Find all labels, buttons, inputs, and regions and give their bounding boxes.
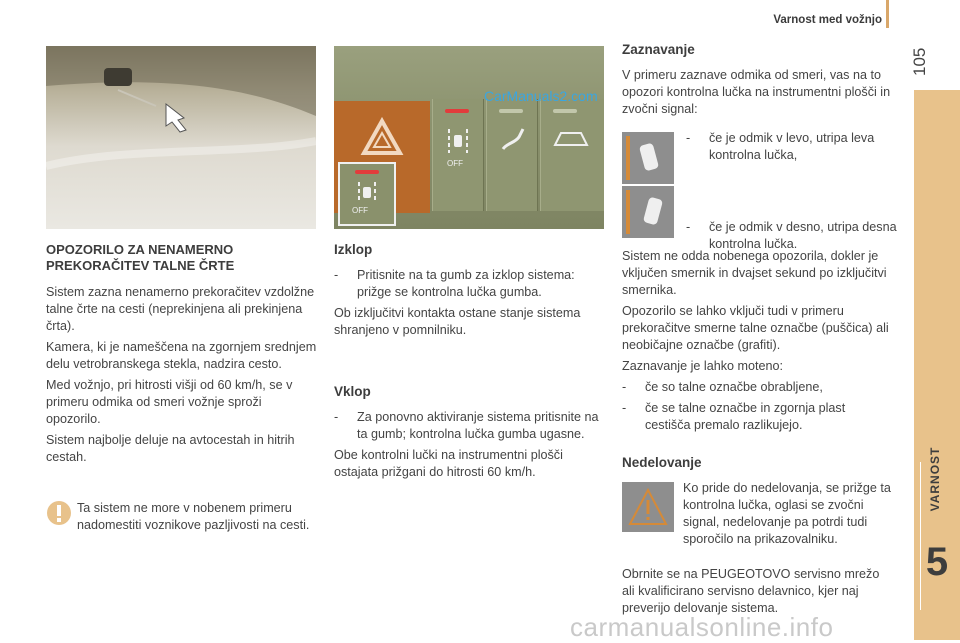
button-panel-image	[334, 46, 604, 229]
header-divider	[886, 0, 889, 28]
vklop-heading: Vklop	[334, 384, 371, 399]
list-item: - Pritisnite na ta gumb za izklop sistema: prižge se kontrolna lučka gumba.	[334, 268, 575, 299]
list-item-text: če je odmik v desno, utripa desna kontrolna lučka.	[709, 220, 897, 251]
paragraph: Med vožnjo, pri hitrosti višji od 60 km/h, se v primeru odmika od smeri vožnje sproži opozorilo.	[46, 378, 293, 426]
caution-icon	[46, 500, 72, 526]
list-item: - če so talne označbe obrabljene,	[622, 380, 823, 394]
note-text: Ta sistem ne more v nobenem primeru nadomestiti voznikove pazljivosti na cesti.	[77, 501, 310, 532]
izklop-heading: Izklop	[334, 242, 373, 257]
vehicle-button	[540, 99, 604, 211]
left-lane-warning-image	[622, 132, 674, 184]
button-off-label: OFF	[447, 159, 463, 168]
car-right-icon	[632, 190, 672, 234]
watermark-text: CarManuals2.com	[484, 88, 598, 104]
button-led	[445, 109, 469, 113]
chapter-divider	[920, 462, 921, 610]
list-item-text: če se talne označbe in zgornja plast cestišča premalo razlikujejo.	[645, 401, 846, 432]
running-header: Varnost med vožnjo	[773, 14, 882, 26]
chapter-tab	[914, 90, 960, 640]
right-stripe	[626, 190, 630, 234]
bottom-watermark: carmanualsonline.info	[570, 612, 834, 642]
nedelovanje-text: Ko pride do nedelovanja, se prižge ta kontrolna lučka, oglasi se zvočni signal, nedelovanje pa potrdi tudi sporočilo na prikazovalniku.	[683, 481, 891, 546]
paragraph: Obe kontrolni lučki na instrumentni plošči ostajata prižgani do hitrosti 60 km/h.	[334, 448, 563, 479]
paragraph: Sistem zazna nenamerno prekoračitev vzdolžne talne črte na cesti (neprekinjena ali prekinjena črta).	[46, 285, 315, 333]
fault-warning-image	[622, 482, 674, 532]
seat-button	[486, 99, 538, 211]
button-led	[499, 109, 523, 113]
paragraph: V primeru zaznave odmika od smeri, vas na to opozori kontrolna lučka na instrumentni plošči in zvočni signal:	[622, 68, 891, 116]
chapter-label: VARNOST	[928, 446, 942, 512]
column-3-body	[622, 248, 894, 434]
warning-triangle-icon	[622, 482, 674, 532]
paragraph: Opozorilo se lahko vključi tudi v primeru prekoračitve smerne talne označbe (puščica) ali neobičajne označbe (grafiti).	[622, 304, 889, 352]
paragraph: Ob izključitvi kontakta ostane stanje sistema shranjeno v pomnilniku.	[334, 306, 581, 337]
windshield-illustration	[46, 46, 316, 229]
paragraph: Sistem najbolje deluje na avtocestah in hitrih cestah.	[46, 433, 295, 464]
inset-led	[355, 170, 379, 174]
list-item-text: če so talne označbe obrabljene,	[645, 380, 823, 394]
chapter-number: 5	[925, 540, 949, 584]
seat-heat-icon	[497, 123, 527, 153]
nedelovanje-heading: Nedelovanje	[622, 455, 702, 470]
section-heading	[46, 242, 318, 274]
paragraph: Kamera, ki je nameščena na zgornjem srednjem delu vetrobranskega stekla, nadzira cesto.	[46, 340, 317, 371]
list-item: - Za ponovno aktiviranje sistema pritisnite na ta gumb; kontrolna lučka gumba ugasne.	[334, 410, 599, 441]
list-item-text: Za ponovno aktiviranje sistema pritisnite na ta gumb; kontrolna lučka gumba ugasne.	[357, 410, 599, 441]
button-zoom-inset	[338, 162, 396, 226]
list-item-text: Pritisnite na ta gumb za izklop sistema: prižge se kontrolna lučka gumba.	[357, 268, 575, 299]
right-lane-warning-image	[622, 186, 674, 238]
paragraph: Sistem ne odda nobenega opozorila, dokler je vključen smernik in dvajset sekund po izključitvi smernika.	[622, 249, 887, 297]
list-item: - če se talne označbe in zgornja plast cestišča premalo razlikujejo.	[622, 401, 846, 432]
inset-off-label: OFF	[352, 206, 368, 215]
windshield-camera-image	[46, 46, 316, 229]
lane-departure-icon	[445, 125, 471, 155]
list-item-text: če je odmik v levo, utripa leva kontrolna lučka,	[709, 131, 875, 162]
left-stripe	[626, 136, 630, 180]
list-item: - če je odmik v levo, utripa leva kontrolna lučka,	[686, 131, 875, 162]
final-paragraph: Obrnite se na PEUGEOTOVO servisno mrežo ali kvalificirano servisno delavnico, kjer naj preverijo delovanje sistema.	[622, 567, 880, 615]
car-left-icon	[632, 136, 672, 180]
heading-line: PREKORAČITEV TALNE ČRTE	[46, 258, 235, 273]
zaznavanje-heading: Zaznavanje	[622, 42, 695, 57]
column-2-vklop	[334, 384, 606, 481]
vehicle-icon	[551, 125, 591, 151]
column-1	[46, 242, 318, 466]
page-number: 105	[910, 47, 929, 76]
column-3	[622, 42, 894, 118]
list-item: - če je odmik v desno, utripa desna kontrolna lučka.	[686, 220, 897, 251]
button-led	[553, 109, 577, 113]
heading-line: OPOZORILO ZA NENAMERNO	[46, 242, 234, 257]
column-2	[334, 242, 606, 339]
inset-lane-icon	[356, 180, 378, 204]
lane-warning-button	[432, 99, 484, 211]
paragraph: Zaznavanje je lahko moteno:	[622, 359, 784, 373]
